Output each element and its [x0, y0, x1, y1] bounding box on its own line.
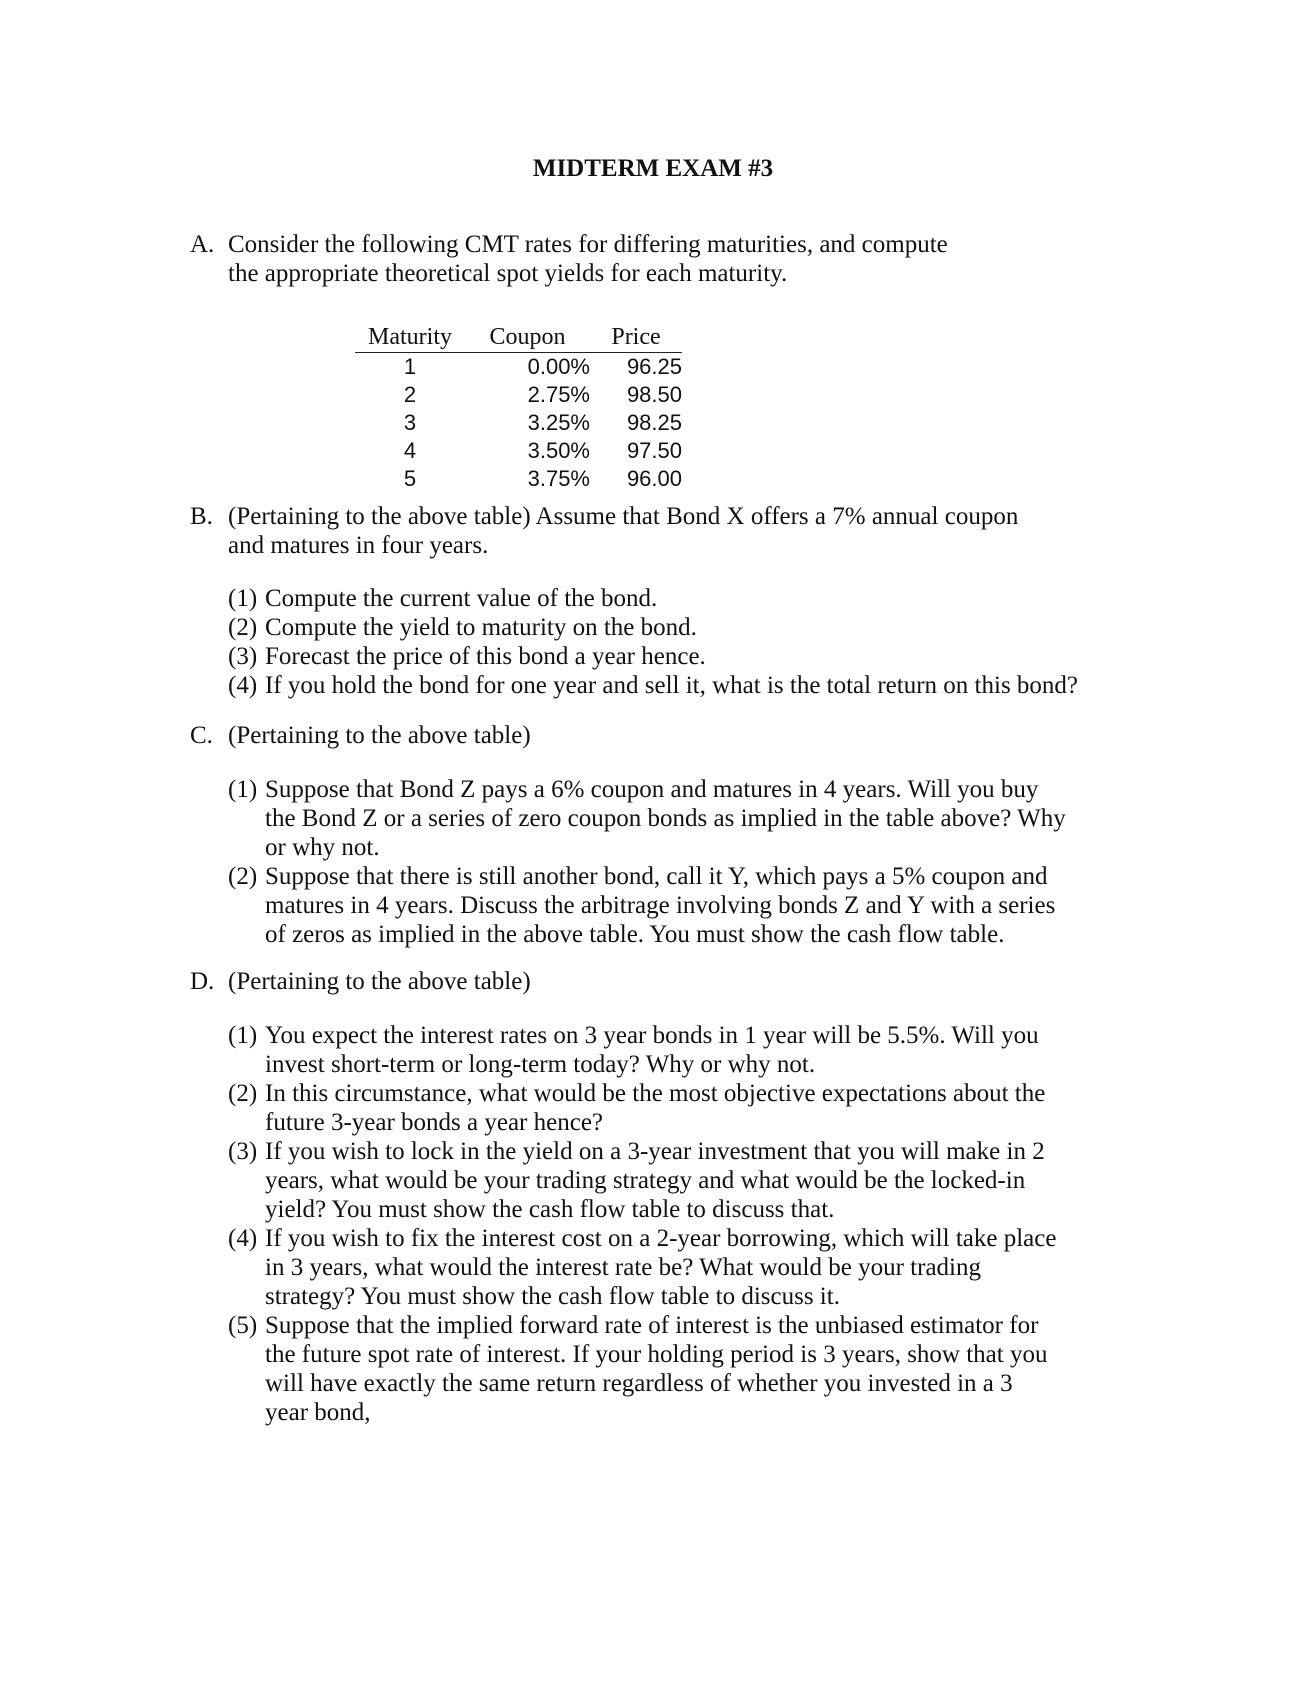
table-cell: 96.00 — [626, 466, 682, 491]
list-item — [228, 1079, 1058, 1137]
section-letter: A. — [190, 231, 215, 258]
item-number: (2) — [228, 1080, 258, 1107]
table-row — [355, 465, 682, 493]
item-number: (2) — [228, 614, 258, 641]
table-cell: 3.25% — [527, 410, 590, 435]
section-text: (Pertaining to the above table) — [228, 722, 531, 749]
list-item — [228, 671, 1128, 700]
table-cell: 98.50 — [626, 382, 682, 407]
section-letter: B. — [190, 503, 213, 530]
table-row — [355, 409, 682, 437]
table-row — [355, 437, 682, 465]
item-number: (1) — [228, 776, 258, 803]
table-cell: 3.50% — [527, 438, 590, 463]
item-number: (4) — [228, 672, 258, 699]
item-text: Forecast the price of this bond a year hence. — [265, 643, 706, 670]
item-text: Compute the current value of the bond. — [265, 585, 658, 612]
item-number: (4) — [228, 1225, 258, 1252]
section-a — [190, 230, 1150, 288]
section-b-items — [228, 584, 1128, 700]
section-text: (Pertaining to the above table) — [228, 968, 531, 995]
section-letter: C. — [190, 722, 213, 749]
item-number: (1) — [228, 585, 258, 612]
item-text: Compute the yield to maturity on the bond. — [265, 614, 697, 641]
list-item — [228, 1137, 1058, 1224]
item-text: If you hold the bond for one year and sell it, what is the total return on this bond? — [265, 672, 1079, 699]
item-text: Suppose that Bond Z pays a 6% coupon and matures in 4 years. Will you buy the Bond Z or a series of zero coupon bonds as implied in the table above? Why or why not. — [265, 776, 1066, 861]
item-number: (5) — [228, 1312, 258, 1339]
section-d-items — [228, 1021, 1058, 1427]
item-number: (2) — [228, 863, 258, 890]
table-cell: 3.75% — [527, 466, 590, 491]
item-text: Suppose that the implied forward rate of interest is the unbiased estimator for the future spot rate of interest. If your holding period is 3 years, show that you will have exactly the same return regardless of whether you invested in a 3 year bond, — [265, 1312, 1048, 1426]
list-item — [228, 642, 1128, 671]
section-d — [190, 967, 1150, 996]
section-letter: D. — [190, 968, 215, 995]
table-cell: 98.25 — [626, 410, 682, 435]
table-cell: 1 — [403, 354, 417, 379]
list-item — [228, 1021, 1058, 1079]
section-b — [190, 502, 1150, 560]
item-number: (3) — [228, 1138, 258, 1165]
list-item — [228, 613, 1128, 642]
table-header-row — [355, 324, 682, 353]
list-item — [228, 584, 1128, 613]
list-item — [228, 862, 1068, 949]
column-header: Price — [590, 324, 682, 353]
table-cell: 0.00% — [527, 354, 590, 379]
column-header: Coupon — [465, 324, 590, 353]
section-c — [190, 721, 1150, 750]
section-text: (Pertaining to the above table) Assume that Bond X offers a 7% annual coupon and matures in four years. — [228, 503, 1019, 559]
column-header: Maturity — [355, 324, 465, 353]
item-text: Suppose that there is still another bond, call it Y, which pays a 5% coupon and matures in 4 years. Discuss the arbitrage involving bonds Z and Y with a series of zeros as implied in the above table. You must show the cash flow table. — [265, 863, 1056, 948]
table-cell: 3 — [403, 410, 417, 435]
table-cell: 96.25 — [626, 354, 682, 379]
table-cell: 2.75% — [527, 382, 590, 407]
list-item — [228, 775, 1068, 862]
section-c-items — [228, 775, 1068, 949]
table-row — [355, 381, 682, 409]
table-cell: 5 — [403, 466, 417, 491]
table-cell: 97.50 — [626, 438, 682, 463]
section-text: Consider the following CMT rates for differing maturities, and compute the appropriate theoretical spot yields for each maturity. — [228, 231, 948, 287]
item-text: If you wish to lock in the yield on a 3-year investment that you will make in 2 years, what would be your trading strategy and what would be the locked-in yield? You must show the cash flow table to discuss that. — [265, 1138, 1045, 1223]
table-cell: 4 — [403, 438, 417, 463]
list-item — [228, 1311, 1058, 1427]
table-row — [355, 353, 682, 382]
cmt-rates-table — [355, 324, 682, 493]
item-number: (3) — [228, 643, 258, 670]
item-number: (1) — [228, 1022, 258, 1049]
item-text: In this circumstance, what would be the most objective expectations about the future 3-year bonds a year hence? — [265, 1080, 1046, 1136]
table-cell: 2 — [403, 382, 417, 407]
list-item — [228, 1224, 1058, 1311]
page-title: MIDTERM EXAM #3 — [532, 155, 774, 182]
item-text: If you wish to fix the interest cost on a 2-year borrowing, which will take place in 3 years, what would the interest rate be? What would be your trading strategy? You must show the cash flow table to discuss it. — [265, 1225, 1057, 1310]
item-text: You expect the interest rates on 3 year bonds in 1 year will be 5.5%. Will you invest short-term or long-term today? Why or why not. — [265, 1022, 1039, 1078]
